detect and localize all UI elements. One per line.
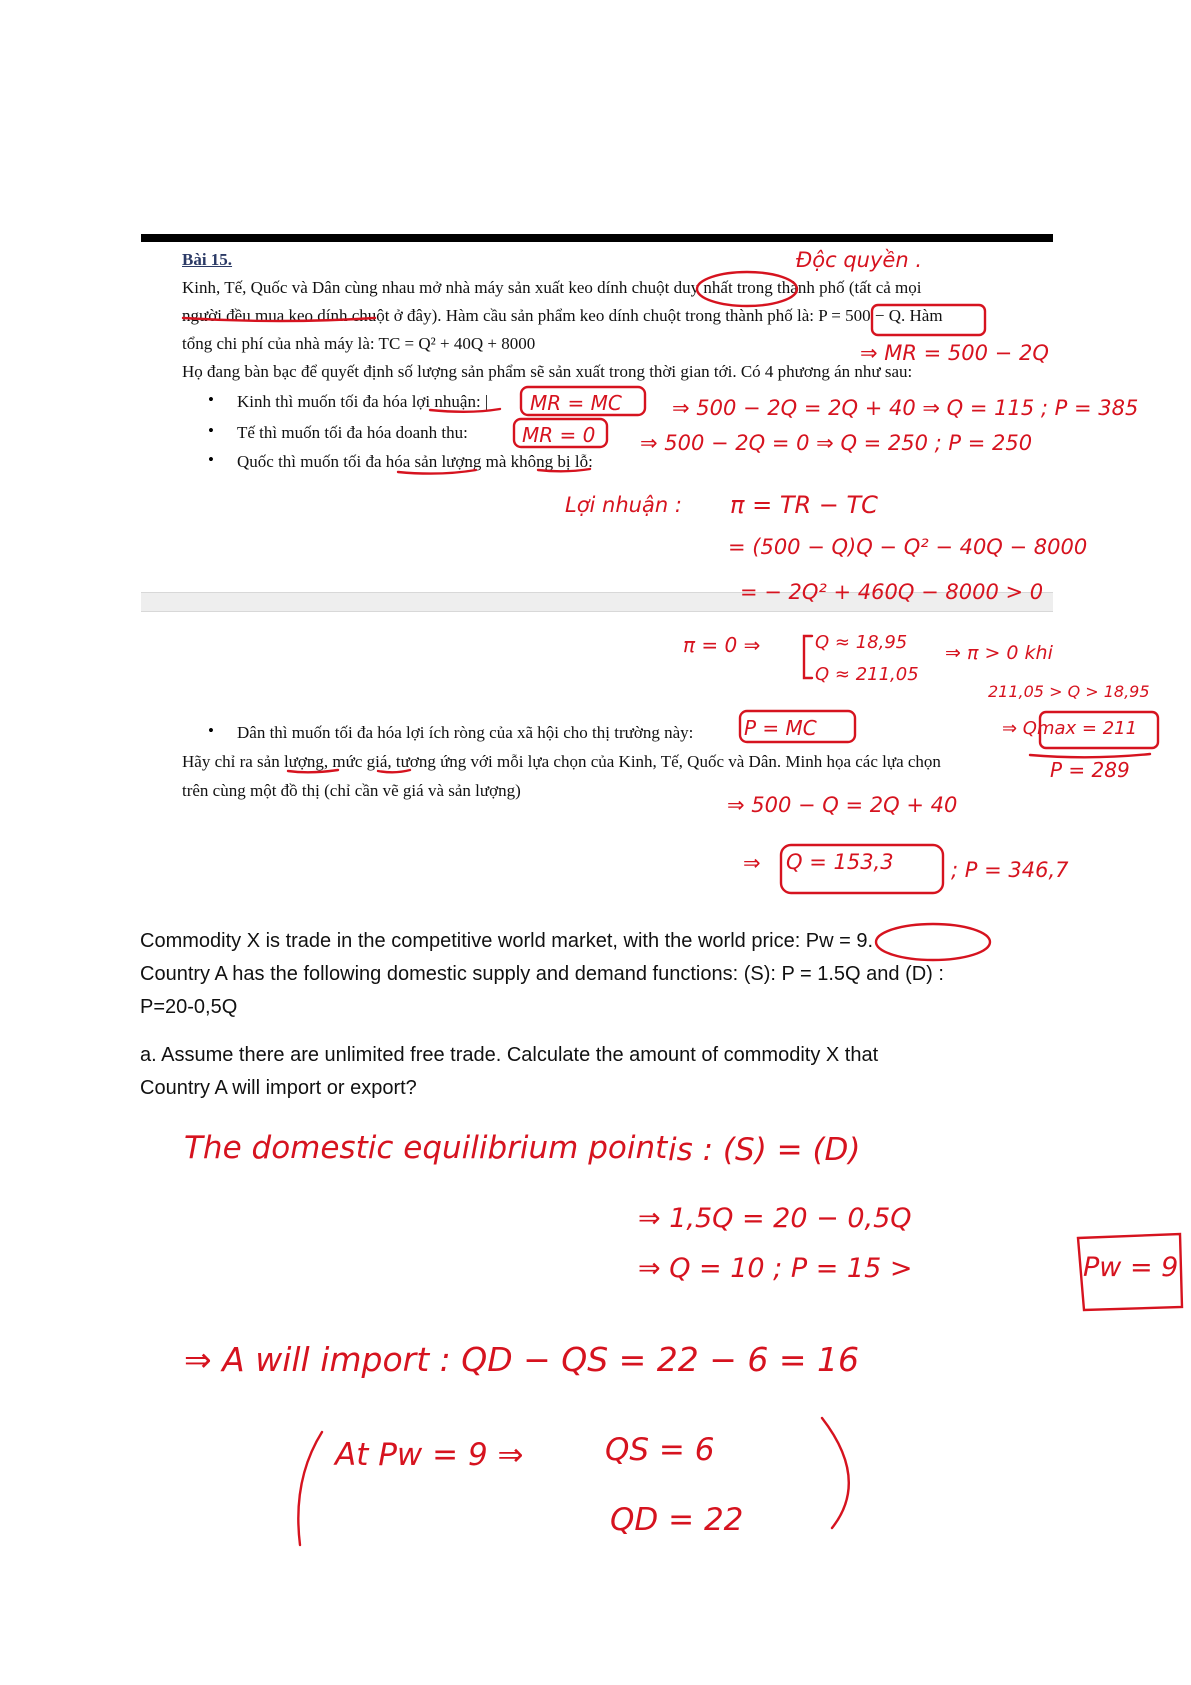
bullet-dot: • [208, 721, 214, 740]
problem-text-line-1: Kinh, Tế, Quốc và Dân cùng nhau mở nhà máy sản xuất keo dính chuột duy nhất trong thành phố (tất cả mọi [182, 278, 922, 297]
bullet-te: Tế thì muốn tối đa hóa doanh thu: [237, 423, 468, 442]
question-line-1: Hãy chỉ ra sản lượng, mức giá, tương ứng với mỗi lựa chọn của Kinh, Tế, Quốc và Dân. Minh họa các lựa chọn [182, 752, 941, 771]
bullet-dan: Dân thì muốn tối đa hóa lợi ích ròng của xã hội cho thị trường này: [237, 723, 694, 742]
note-qmax: ⇒ Qmax = 211 [1002, 718, 1138, 739]
bracket-roots [804, 636, 812, 678]
note-qs: QS = 6 [605, 1432, 715, 1468]
underline-range [1030, 754, 1150, 757]
note-range: 211,05 > Q > 18,95 [988, 682, 1150, 701]
p2-line-1: Commodity X is trade in the competitive world market, with the world price: Pw = 9. [140, 930, 874, 952]
box-pw: Pw = 9 [1083, 1252, 1179, 1283]
problem-text-line-4: Họ đang bàn bạc để quyết định số lượng sản phẩm sẽ sản xuất trong thời gian tới. Có 4 phương án như sau: [182, 362, 913, 381]
p2-line-2: Country A has the following domestic supply and demand functions: (S): P = 1.5Q and (D) : [140, 963, 944, 985]
note-profit-line-3: = − 2Q² + 460Q − 8000 > 0 [740, 580, 1044, 604]
note-eq-step-1: ⇒ 1,5Q = 20 − 0,5Q [638, 1203, 912, 1234]
p2-question-line-1: a. Assume there are unlimited free trade. Calculate the amount of commodity X that [140, 1044, 879, 1066]
note-pi-zero: π = 0 ⇒ [683, 633, 761, 657]
note-dan-q: Q = 153,3 [786, 850, 894, 874]
paren-left [298, 1432, 322, 1545]
note-at-pw: At Pw = 9 ⇒ [335, 1437, 524, 1473]
box-kinh: MR = MC [530, 391, 622, 415]
note-dan-work: ⇒ 500 − Q = 2Q + 40 [727, 793, 958, 817]
bullet-dot: • [208, 421, 214, 440]
note-profit-line-2: = (500 − Q)Q − Q² − 40Q − 8000 [728, 535, 1088, 559]
p2-question-line-2: Country A will import or export? [140, 1077, 417, 1099]
bullet-kinh: Kinh thì muốn tối đa hóa lợi nhuận: | [237, 392, 489, 411]
circle-pw [876, 924, 990, 960]
note-profit-line-1: π = TR − TC [730, 491, 878, 519]
note-profit-label: Lợi nhuận : [565, 493, 682, 517]
note-eq-intro: The domestic equilibrium point [184, 1130, 668, 1166]
bullet-dot: • [208, 450, 214, 469]
note-p-quoc: P = 289 [1050, 758, 1130, 782]
bullet-quoc: Quốc thì muốn tối đa hóa sản lượng mà không bị lỗ: [237, 452, 593, 471]
note-root-1: Q ≈ 18,95 [815, 632, 908, 653]
box-dan: P = MC [744, 716, 817, 740]
note-eq-is: is : (S) = (D) [668, 1132, 861, 1168]
note-eq-step-2: ⇒ Q = 10 ; P = 15 > [638, 1253, 913, 1284]
box-te: MR = 0 [522, 423, 596, 447]
paren-right [822, 1418, 849, 1528]
bullet-dot: • [208, 390, 214, 409]
note-root-2: Q ≈ 211,05 [815, 664, 919, 685]
note-dan-p: ; P = 346,7 [951, 858, 1069, 882]
note-qd: QD = 22 [610, 1502, 744, 1538]
question-line-2: trên cùng một đồ thị (chỉ cần vẽ giá và sản lượng) [182, 781, 521, 800]
problem-text-line-3: tổng chi phí của nhà máy là: TC = Q² + 40Q + 8000 [182, 334, 536, 353]
note-te-work: ⇒ 500 − 2Q = 0 ⇒ Q = 250 ; P = 250 [640, 431, 1033, 455]
arrow-glyph: ⇒ [743, 851, 761, 875]
note-mr: ⇒ MR = 500 − 2Q [860, 341, 1049, 365]
problem-text-line-2: người đều mua keo dính chuột ở đây). Hàm cầu sản phẩm keo dính chuột trong thành phố là: P = 500 − Q. Hàm [182, 306, 943, 325]
note-kinh-work: ⇒ 500 − 2Q = 2Q + 40 ⇒ Q = 115 ; P = 385 [672, 396, 1139, 420]
p2-line-3: P=20-0,5Q [140, 996, 238, 1018]
note-monopoly: Độc quyền . [796, 248, 922, 272]
problem-title: Bài 15. [182, 250, 233, 269]
note-pi-positive: ⇒ π > 0 khi [945, 642, 1053, 664]
top-rule [141, 234, 1053, 242]
note-import: ⇒ A will import : QD − QS = 22 − 6 = 16 [184, 1340, 860, 1379]
